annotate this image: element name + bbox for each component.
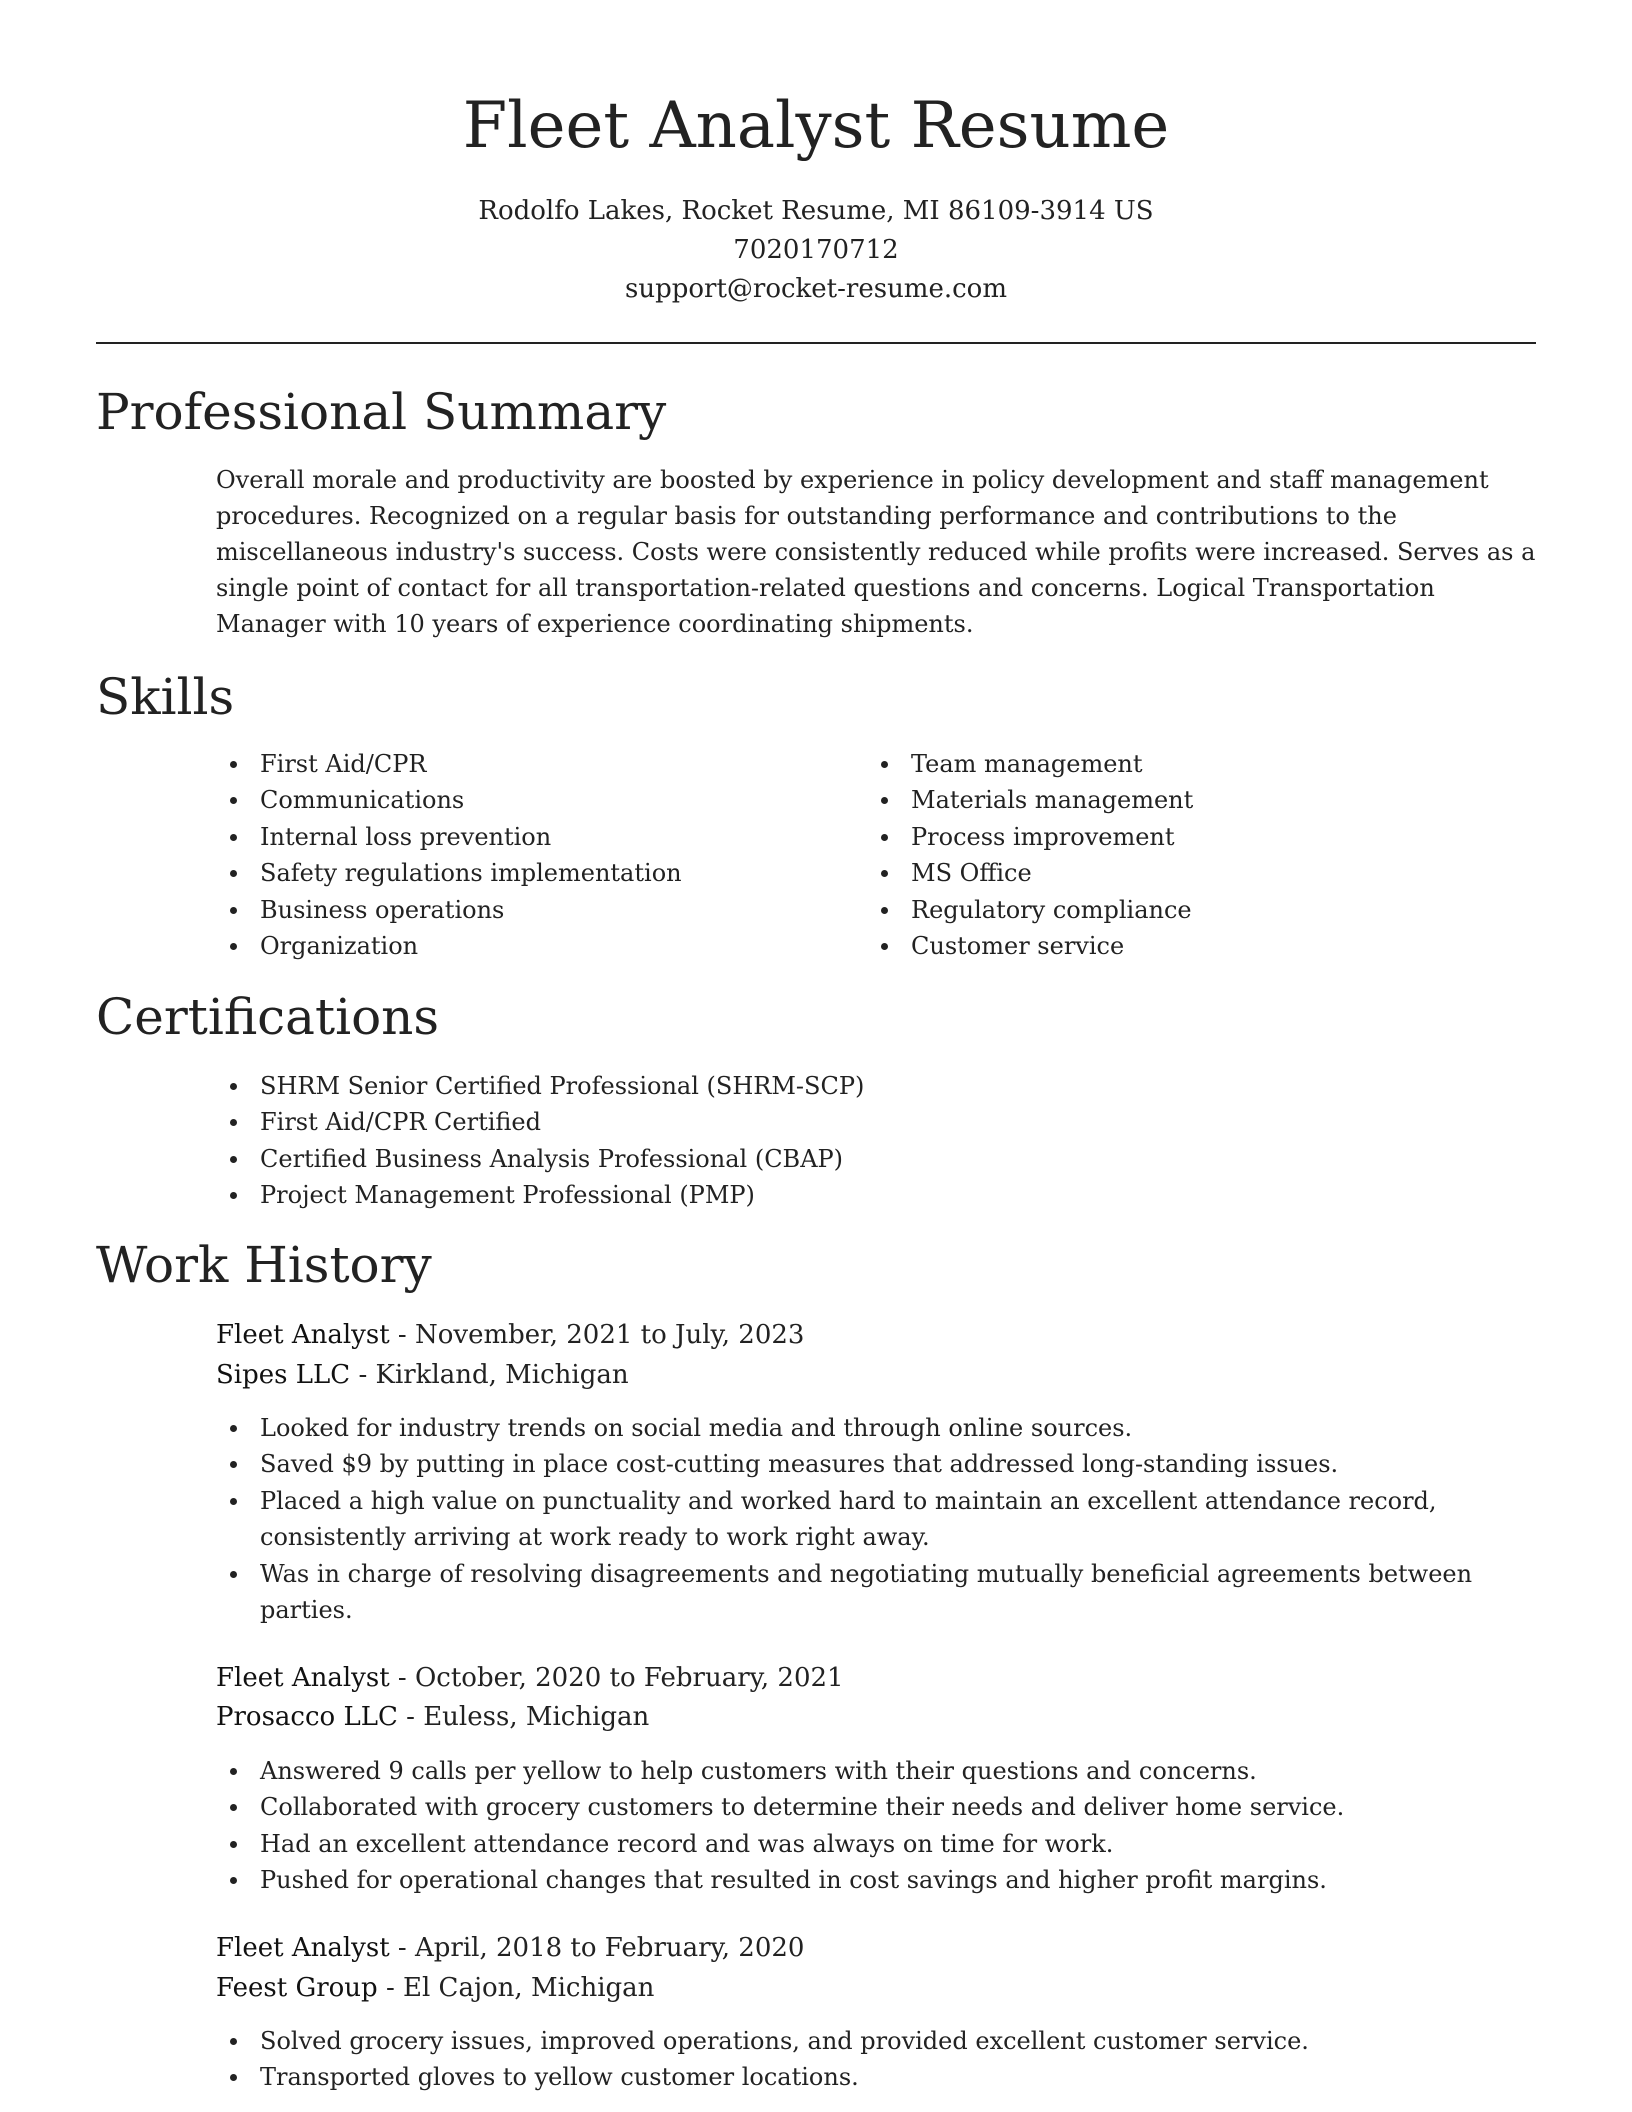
skill-item: Business operations xyxy=(216,892,856,928)
job-location: - Euless, Michigan xyxy=(397,1702,650,1732)
certifications-heading: Certifications xyxy=(96,988,440,1046)
job-duty: Answered 9 calls per yellow to help customers with their questions and concerns. xyxy=(216,1753,1536,1789)
resume-title: Fleet Analyst Resume xyxy=(462,89,1170,163)
contact-phone: 7020170712 xyxy=(733,235,899,265)
job-company-line xyxy=(216,1969,1536,2008)
skill-item: Customer service xyxy=(867,928,1536,964)
job-duties-list xyxy=(216,1753,1536,1899)
job-title-line xyxy=(216,1659,1536,1698)
job-duty: Transported gloves to yellow customer locations. xyxy=(216,2059,1536,2095)
job-dates: - October, 2020 to February, 2021 xyxy=(389,1663,844,1693)
skill-item: Safety regulations implementation xyxy=(216,855,856,891)
skill-item: Team management xyxy=(867,746,1536,782)
job-company: Feest Group xyxy=(216,1973,378,2003)
job-duty: Placed a high value on punctuality and worked hard to maintain an excellent attendance record, consistently arriving at work ready to work right away. xyxy=(216,1483,1536,1556)
job-location: - El Cajon, Michigan xyxy=(377,1973,655,2003)
job-duty: Was in charge of resolving disagreements and negotiating mutually beneficial agreements between parties. xyxy=(216,1556,1536,1629)
job-company: Prosacco LLC xyxy=(216,1702,398,1732)
job-location: - Kirkland, Michigan xyxy=(350,1360,629,1390)
job-company-line xyxy=(216,1356,1536,1395)
job-dates: - November, 2021 to July, 2023 xyxy=(389,1320,805,1350)
skill-item: Process improvement xyxy=(867,819,1536,855)
job-company: Sipes LLC xyxy=(216,1360,351,1390)
job-duty: Collaborated with grocery customers to determine their needs and deliver home service. xyxy=(216,1789,1536,1825)
summary-heading: Professional Summary xyxy=(96,383,667,441)
skills-list-left xyxy=(216,746,856,964)
contact-email: support@rocket-resume.com xyxy=(624,274,1007,304)
certification-item: SHRM Senior Certified Professional (SHRM-SCP) xyxy=(216,1068,1536,1104)
skill-item: MS Office xyxy=(867,855,1536,891)
job-title-line xyxy=(216,1929,1536,1968)
skill-item: Communications xyxy=(216,782,856,818)
skill-item: Materials management xyxy=(867,782,1536,818)
header-divider xyxy=(96,342,1536,344)
job-duties-list xyxy=(216,1410,1536,1628)
certification-item: Certified Business Analysis Professional (CBAP) xyxy=(216,1141,1536,1177)
job-duty: Saved $9 by putting in place cost-cutting measures that addressed long-standing issues. xyxy=(216,1446,1536,1482)
job-role: Fleet Analyst xyxy=(216,1933,390,1963)
job-duty: Looked for industry trends on social media and through online sources. xyxy=(216,1410,1536,1446)
skill-item: Regulatory compliance xyxy=(867,892,1536,928)
skill-item: Organization xyxy=(216,928,856,964)
skills-list-right xyxy=(867,746,1536,964)
skill-item: Internal loss prevention xyxy=(216,819,856,855)
job-duty: Pushed for operational changes that resulted in cost savings and higher profit margins. xyxy=(216,1862,1536,1898)
certification-item: First Aid/CPR Certified xyxy=(216,1104,1536,1140)
certification-item: Project Management Professional (PMP) xyxy=(216,1177,1536,1213)
certifications-list xyxy=(216,1068,1536,1214)
skill-item: First Aid/CPR xyxy=(216,746,856,782)
work-history-heading: Work History xyxy=(96,1236,432,1294)
job-duties-list xyxy=(216,2023,1536,2096)
job-dates: - April, 2018 to February, 2020 xyxy=(389,1933,805,1963)
contact-address: Rodolfo Lakes, Rocket Resume, MI 86109-3914 US xyxy=(478,196,1154,226)
job-role: Fleet Analyst xyxy=(216,1663,390,1693)
contact-block xyxy=(96,192,1536,309)
summary-text: Overall morale and productivity are boosted by experience in policy development and staff management procedures. Recognized on a regular basis for outstanding performance and contributions to the miscellaneous industry's success. Costs were consistently reduced while profits were increased. Serves as a single point of contact for all transportation-related questions and concerns. Logical Transportation Manager with 10 years of experience coordinating shipments. xyxy=(216,466,1536,638)
job-role: Fleet Analyst xyxy=(216,1320,390,1350)
job-duty: Had an excellent attendance record and was always on time for work. xyxy=(216,1826,1536,1862)
job-duty: Solved grocery issues, improved operations, and provided excellent customer service. xyxy=(216,2023,1536,2059)
job-title-line xyxy=(216,1316,1536,1355)
job-company-line xyxy=(216,1698,1536,1737)
skills-heading: Skills xyxy=(96,668,235,726)
